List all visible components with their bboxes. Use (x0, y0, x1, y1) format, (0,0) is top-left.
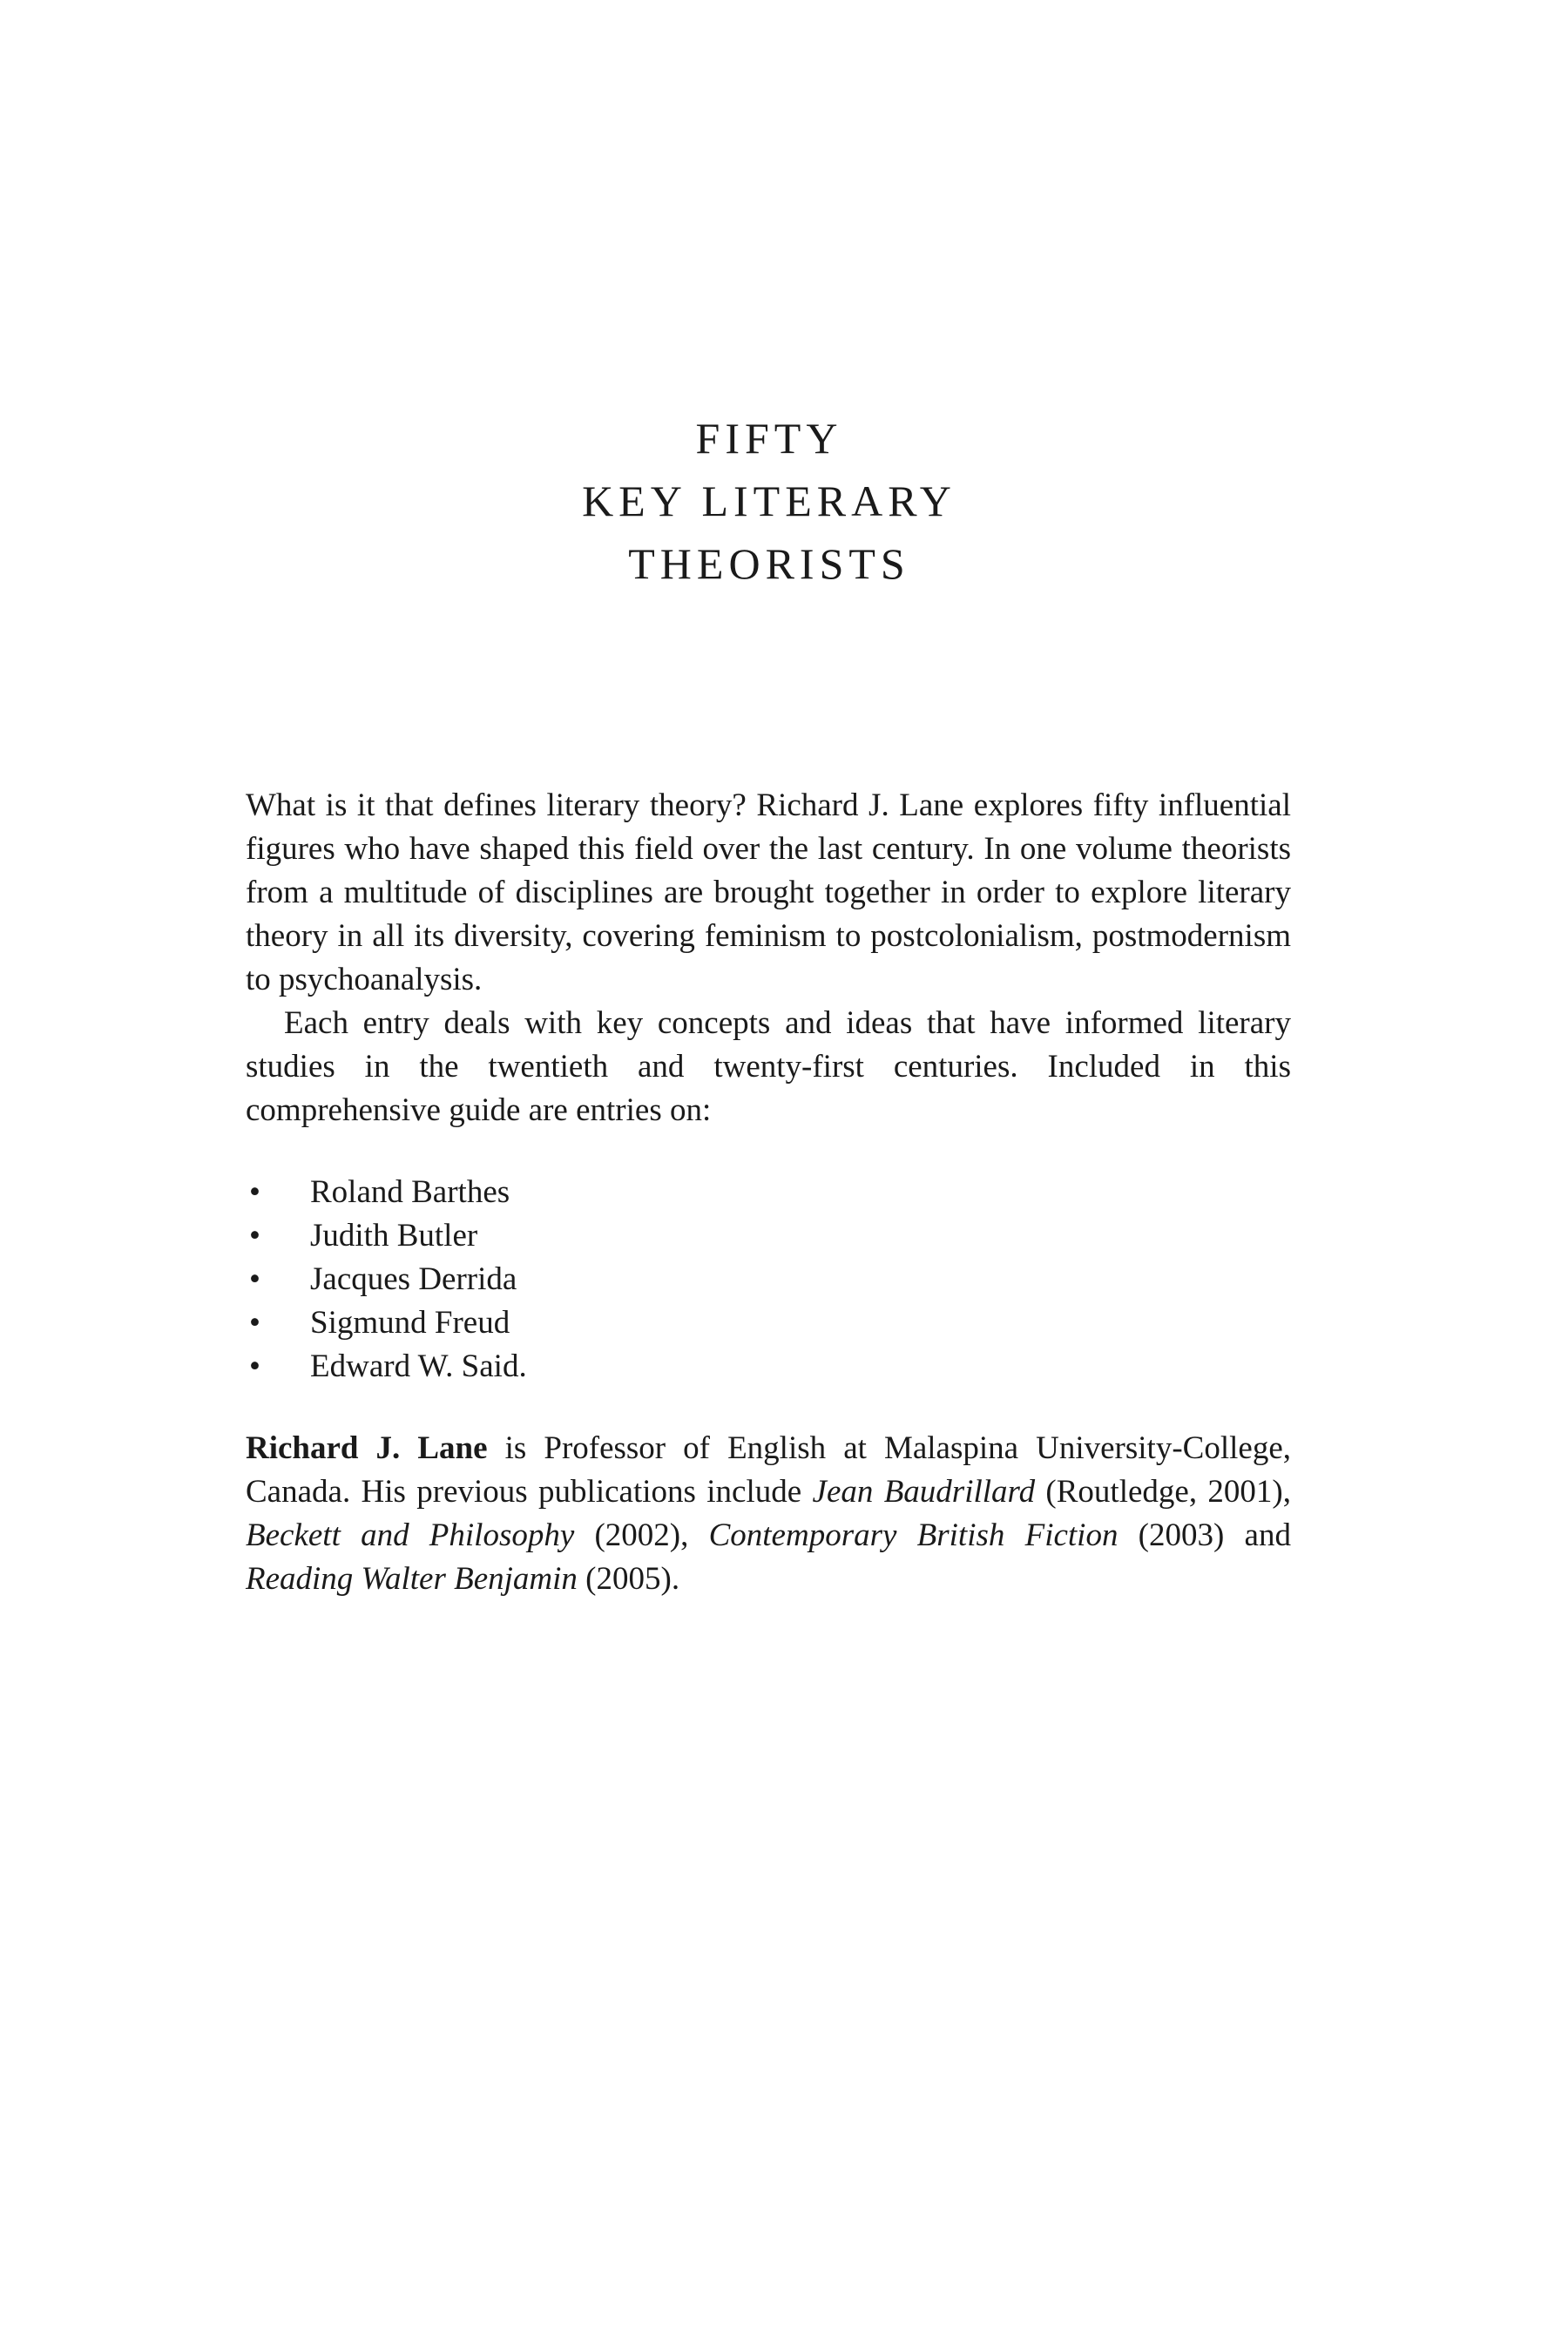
bio-text: (2005). (577, 1561, 680, 1597)
book-title-contemporary-british-fiction: Contemporary British Fiction (708, 1517, 1119, 1553)
bio-text: is Professor of English at Malaspina University-College, Canada. His previous publications include (246, 1430, 1291, 1510)
bio-text: (2003) and (1118, 1517, 1291, 1553)
description-paragraph-2: Each entry deals with key concepts and ideas that have informed literary studies in the twentieth and twenty-first centuries. Included in this comprehensive guide are entries on: (246, 1005, 1291, 1128)
bullet-icon: • (249, 1261, 260, 1297)
title-line-3: THEORISTS (628, 539, 910, 588)
title-line-1: FIFTY (695, 414, 843, 463)
list-item-label: Sigmund Freud (310, 1305, 510, 1341)
bullet-icon: • (249, 1305, 260, 1341)
list-item (246, 1258, 1291, 1301)
list-item (246, 1214, 1291, 1258)
bio-text: (2002), (574, 1517, 709, 1553)
book-title-reading-walter-benjamin: Reading Walter Benjamin (246, 1561, 578, 1597)
back-cover-text (246, 784, 1291, 1601)
bullet-icon: • (249, 1174, 260, 1210)
entries-list (246, 1171, 1291, 1389)
list-item-label: Judith Butler (310, 1218, 478, 1254)
book-title-jean-baudrillard: Jean Baudrillard (812, 1474, 1036, 1510)
book-title-beckett-and-philosophy: Beckett and Philosophy (246, 1517, 575, 1553)
bullet-icon: • (249, 1218, 260, 1254)
title-line-2: KEY LITERARY (582, 476, 956, 525)
list-item (246, 1345, 1291, 1389)
bullet-icon: • (249, 1348, 260, 1384)
bio-text: (Routledge, 2001), (1035, 1474, 1291, 1510)
list-item-label: Roland Barthes (310, 1174, 510, 1210)
list-item-label: Edward W. Said. (310, 1348, 527, 1384)
list-item (246, 1171, 1291, 1214)
list-item (246, 1301, 1291, 1345)
author-bio (246, 1427, 1291, 1601)
book-title (0, 416, 1538, 605)
description-paragraph-1: What is it that defines literary theory? Richard J. Lane explores fifty influential figures who have shaped this field over the last century. In one volume theorists from a multitude of disciplines are brought together in order to explore literary theory in all its diversity, covering feminism to postcolonialism, postmodernism to psychoanalysis. (246, 787, 1291, 997)
author-name: Richard J. Lane (246, 1430, 488, 1466)
list-item-label: Jacques Derrida (310, 1261, 517, 1297)
